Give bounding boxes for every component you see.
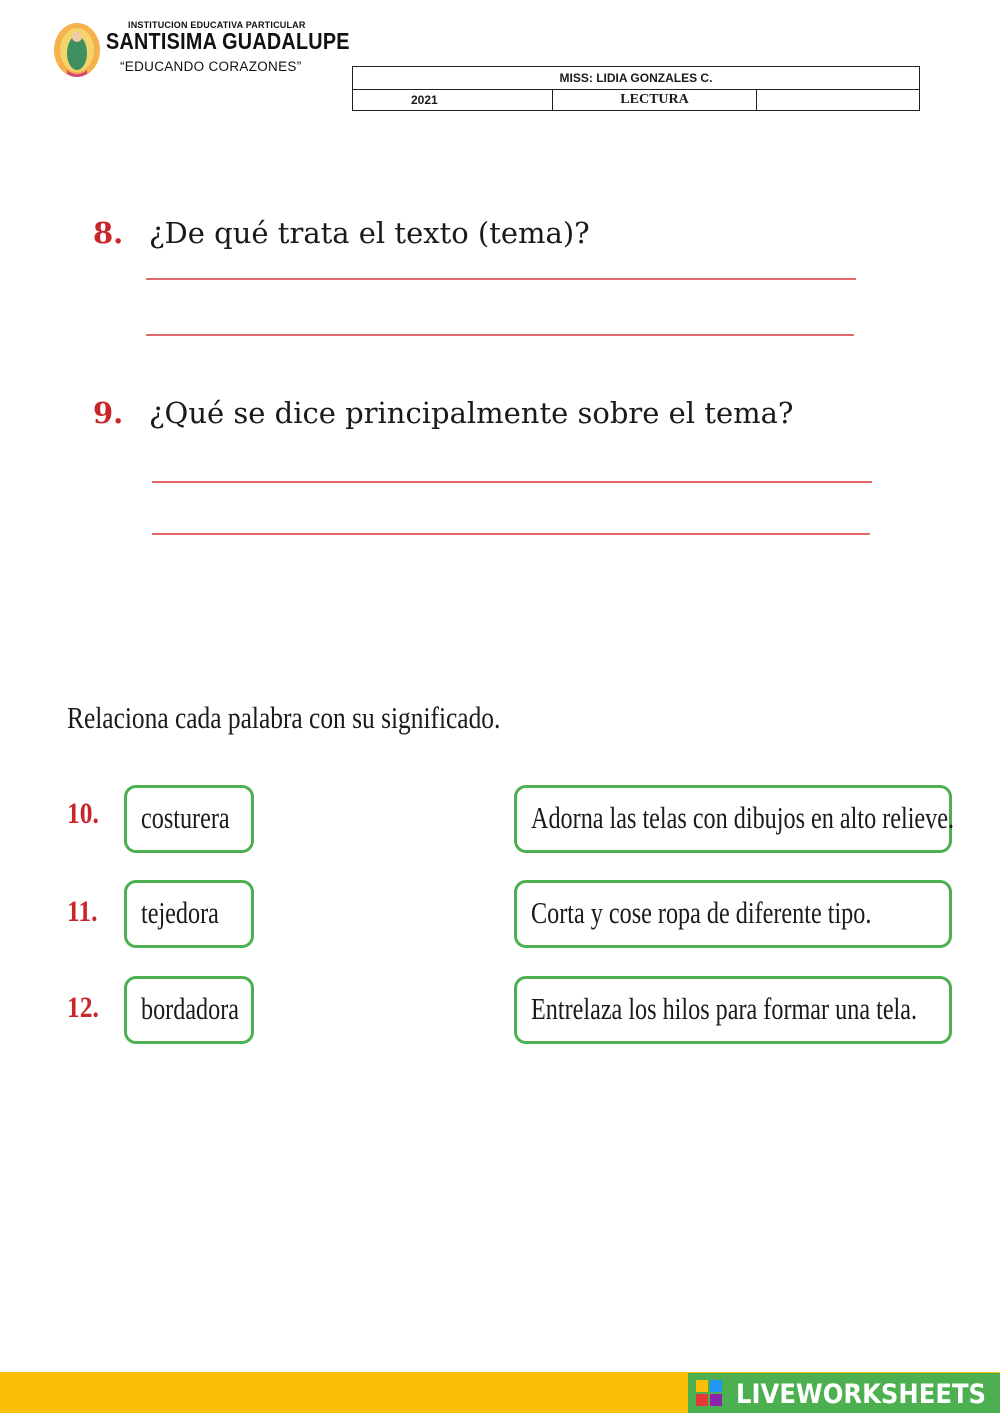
item-number: 11. bbox=[67, 895, 98, 928]
question-9 bbox=[93, 396, 793, 430]
item-number: 10. bbox=[67, 797, 99, 830]
meaning-box[interactable] bbox=[514, 880, 952, 948]
answer-line[interactable] bbox=[146, 278, 856, 280]
school-name: SANTISIMA GUADALUPE bbox=[106, 28, 350, 54]
liveworksheets-brand[interactable]: LIVEWORKSHEETS bbox=[736, 1379, 987, 1410]
word-text: bordadora bbox=[141, 991, 240, 1026]
word-box[interactable] bbox=[124, 880, 254, 948]
school-year: 2021 bbox=[353, 90, 553, 111]
meaning-box[interactable] bbox=[514, 976, 952, 1044]
item-number: 12. bbox=[67, 991, 99, 1024]
school-logo-icon bbox=[52, 20, 102, 78]
answer-line[interactable] bbox=[152, 481, 872, 483]
word-box[interactable] bbox=[124, 785, 254, 853]
question-number: 8. bbox=[93, 216, 124, 250]
teacher-name: MISS: LIDIA GONZALES C. bbox=[353, 67, 920, 90]
answer-line[interactable] bbox=[152, 533, 870, 535]
school-subtitle: INSTITUCION EDUCATIVA PARTICULAR bbox=[128, 20, 306, 30]
question-8 bbox=[93, 216, 590, 250]
meaning-box[interactable] bbox=[514, 785, 955, 853]
question-number: 9. bbox=[93, 396, 124, 430]
matching-instruction: Relaciona cada palabra con su significado. bbox=[67, 700, 501, 735]
word-text: tejedora bbox=[141, 895, 219, 930]
meaning-text: Corta y cose ropa de diferente tipo. bbox=[531, 895, 872, 930]
blank-cell bbox=[756, 90, 919, 111]
meaning-text: Entrelaza los hilos para formar una tela. bbox=[531, 991, 918, 1026]
question-text: ¿Qué se dice principalmente sobre el tema? bbox=[149, 396, 794, 430]
meaning-text: Adorna las telas con dibujos en alto relieve. bbox=[531, 800, 955, 835]
school-motto: “EDUCANDO CORAZONES” bbox=[120, 59, 302, 74]
liveworksheets-logo-icon bbox=[696, 1380, 722, 1406]
word-text: costurera bbox=[141, 800, 230, 835]
question-text: ¿De qué trata el texto (tema)? bbox=[149, 216, 590, 250]
header-info-table bbox=[352, 66, 920, 111]
word-box[interactable] bbox=[124, 976, 254, 1044]
answer-line[interactable] bbox=[146, 334, 854, 336]
subject-name: LECTURA bbox=[553, 90, 756, 111]
